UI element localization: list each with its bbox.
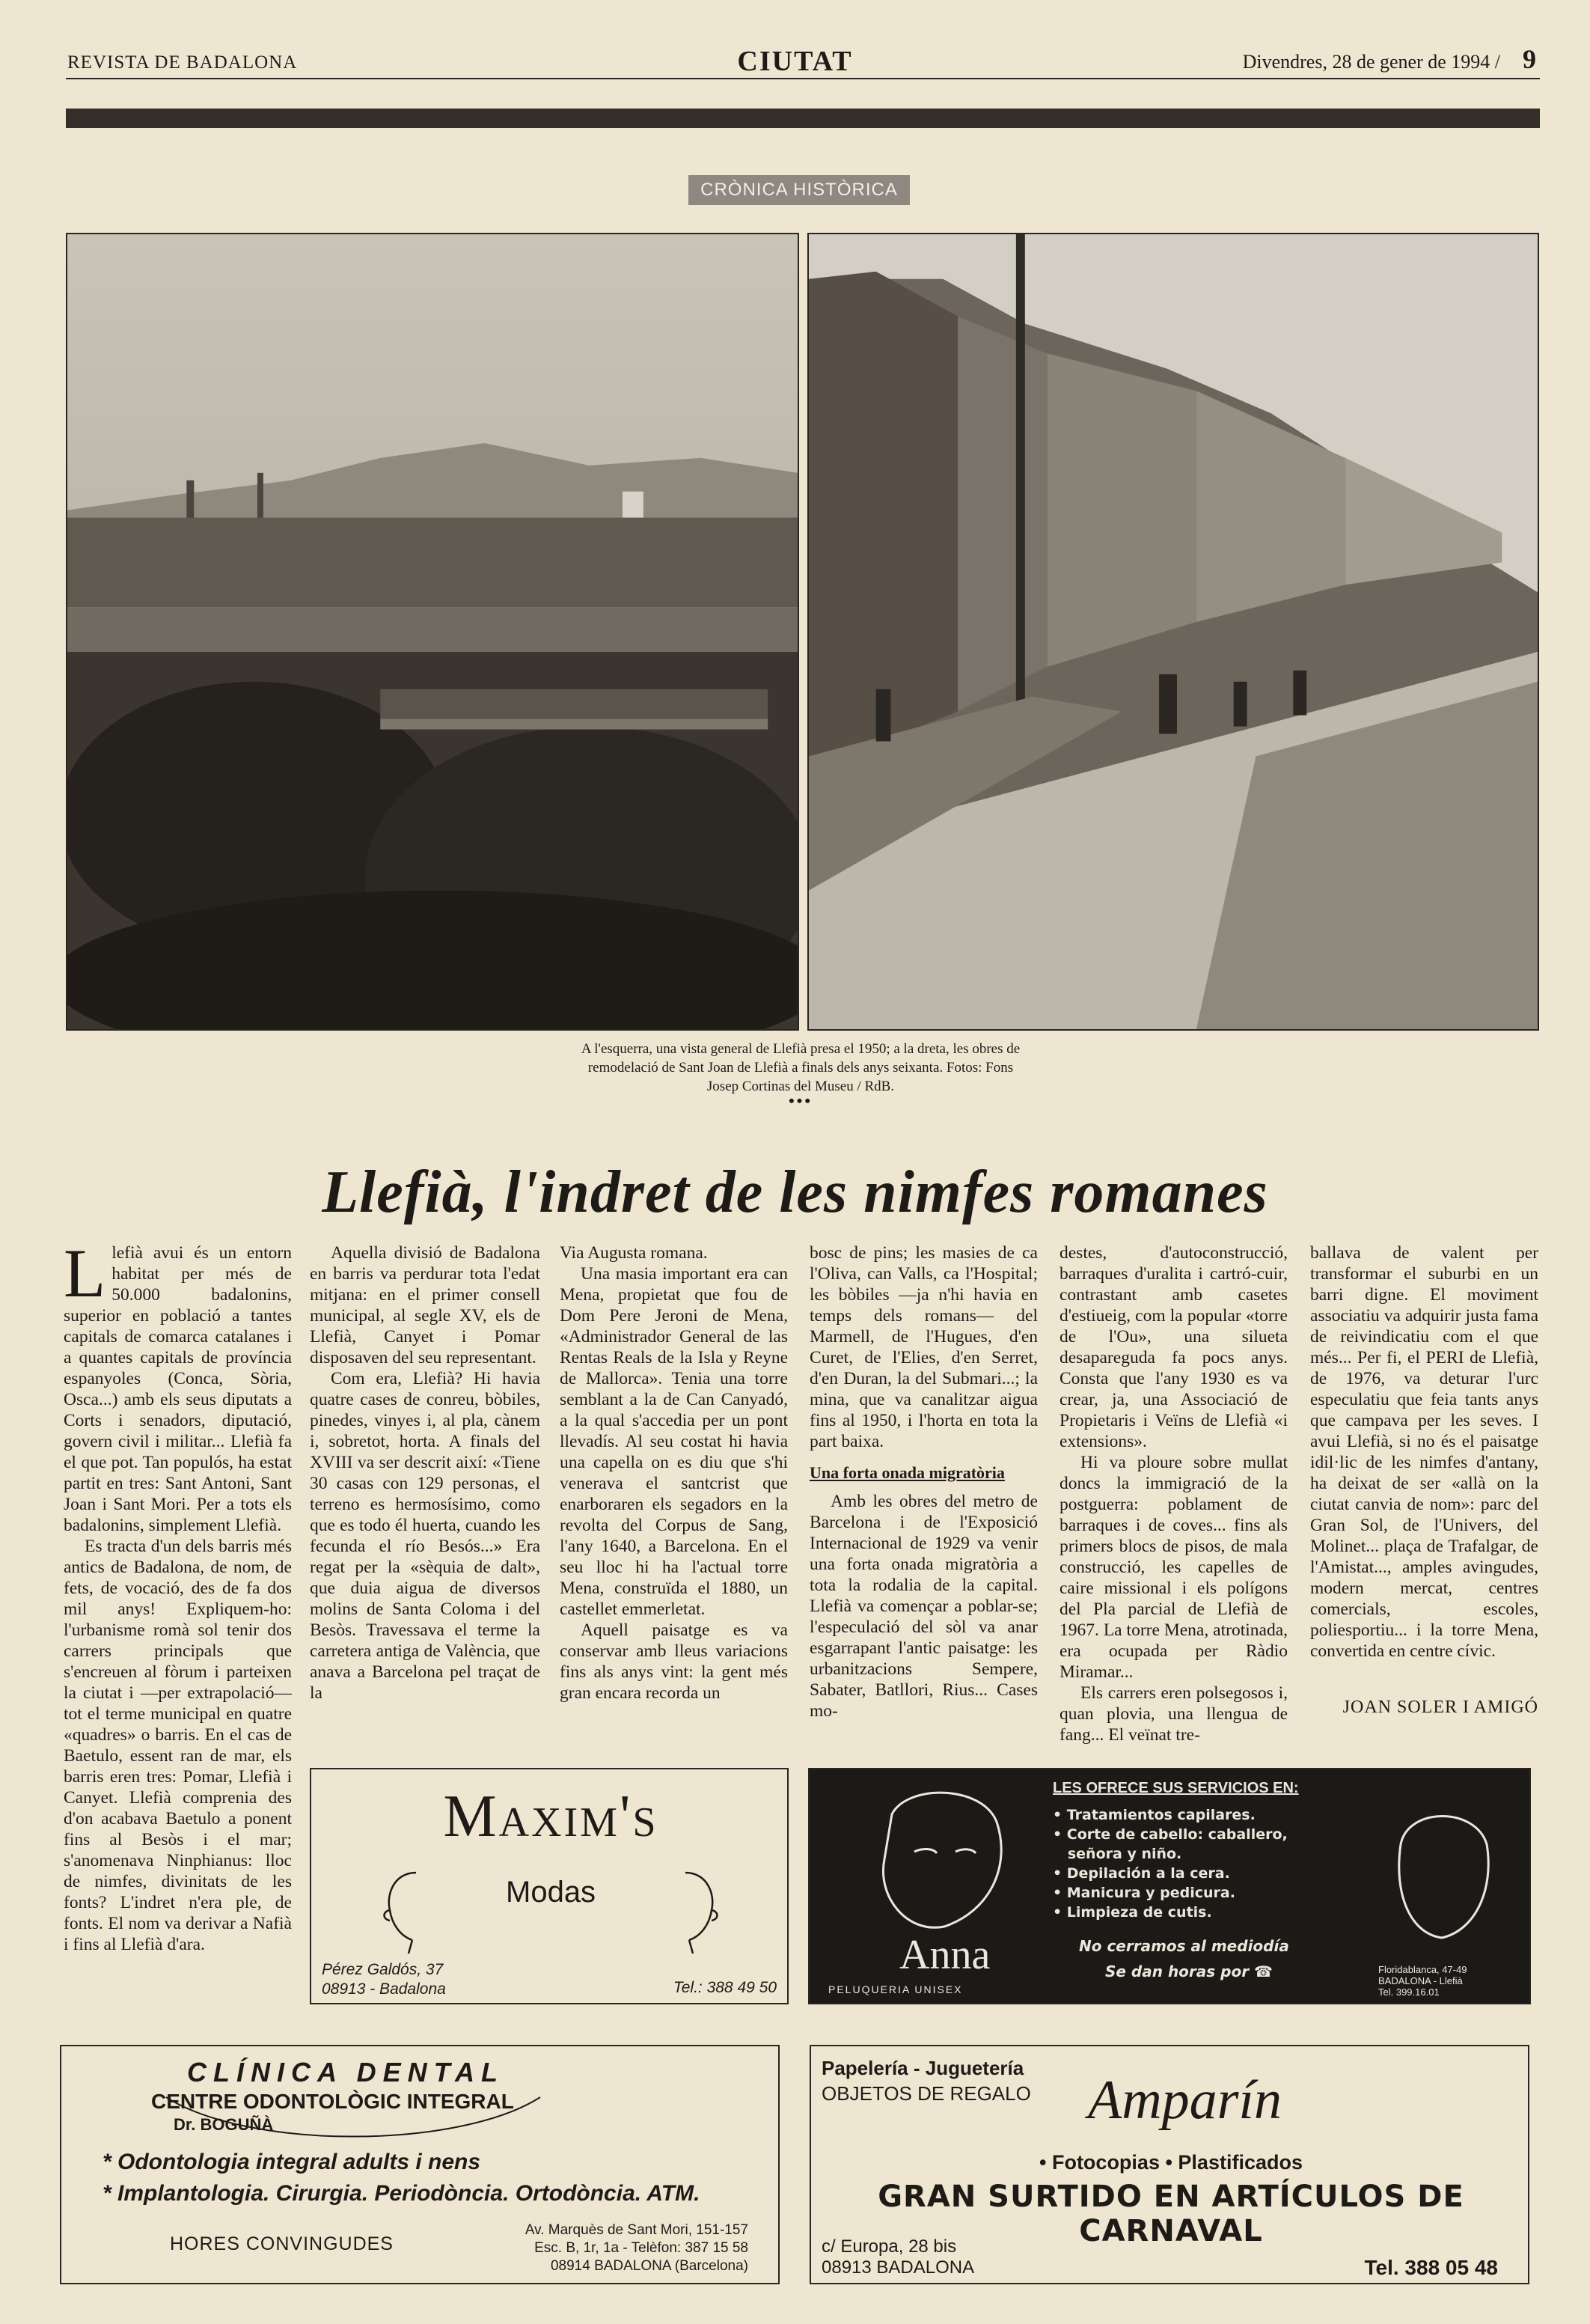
ad-anna-peluqueria: [808, 1768, 1531, 2004]
photo-caption: A l'esquerra, una vista general de Llefià presa el 1950; a la dreta, les obres de remodelació de Sant Joan de Llefià a finals dels anys seixanta. Fotos: Fons Josep Cortinas del Museu / RdB.: [581, 1041, 1021, 1094]
ad-brand-name: Anna: [899, 1932, 991, 1978]
article-subheading: Una forta onada migratòria: [810, 1463, 1005, 1482]
ad-brand-name: Amparín: [1088, 2070, 1282, 2131]
section-badge: CRÒNICA HISTÒRICA: [688, 175, 910, 205]
article-byline: JOAN SOLER I AMIGÓ: [1342, 1698, 1538, 1717]
article-paragraph: Aquella divisió de Badalona en barris va perdurar tota l'edat mitjana: en el primer consell municipal, al segle XV, els de Llefià, Canyet i Pomar disposaven del seu representant.: [310, 1243, 540, 1367]
article-column-6: [1310, 1242, 1538, 1662]
article-column-4: [810, 1242, 1038, 1721]
ad-clinica-dental: [60, 2045, 780, 2284]
ad-note: No cerramos al mediodía: [1079, 1937, 1289, 1955]
header-rule: [66, 78, 1540, 79]
ad-maxims: [310, 1768, 789, 2004]
article-title: Llefià, l'indret de les nimfes romanes: [322, 1159, 1268, 1225]
article-paragraph: Una masia important era can Mena, propietat que fou de Dom Pere Jeroni de Mena, «Administrador General de las Rentas Reals de la Isla y Reyne de Mallorca». Tenia una torre semblant a la de Can Canyadó, a la qual s'accedia per un pont llevadís. Al seu costat hi havia una capella on es diu que s'hi venerava el santcrist que enarboraren els segadors en la revolta del Corpus de Sang, l'any 1640, a Barcelona. En el seu lloc hi ha l'actual torre Mena, construïda el 1880, un castellet emmerletat.: [560, 1264, 788, 1619]
header-bar: [66, 109, 1540, 128]
article-paragraph: lefià avui és un entorn habitat per més de 50.000 badalonins, superior en població a tantes capitals de comarca catalanes i a quantes capitals de província espanyoles (Conca, Sòria, Osca...) amb els seus diputats a Corts i senadors, diputació, govern civil i militar... Llefià fa el que pot. Tan populós, ha estat partit en tres: Sant Antoni, Sant Joan i Sant Mori. Per a tots els badalonins, simplement Llefià.: [64, 1243, 292, 1535]
article-column-3: [560, 1242, 788, 1704]
ad-note: Se dan horas por ☎: [1105, 1962, 1273, 1980]
face-sketch-icon: [663, 1865, 730, 1955]
article-paragraph: Aquell paisatge es va conservar amb lleus variacions fins als anys vint: la gent més gran encara recorda un: [560, 1620, 788, 1703]
photo-sant-joan-llefia-works: [807, 233, 1539, 1031]
publication-name: REVISTA DE BADALONA: [67, 52, 298, 73]
ad-address: Pérez Galdós, 37 08913 - Badalona: [322, 1961, 446, 1998]
photo-llefia-1950: [66, 233, 799, 1031]
article-paragraph: Es tracta d'un dels barris més antics de Badalona, de nom, de fets, de vocació, des de fa dos mil anys! Expliquem-ho: l'urbanisme romà sol tenir dos carrers principals que s'encreuen al fòrum i parteixen la ciutat i —per extrapolació— tot el terme municipal en quatre «quadres» o barris. En el cas de Baetulo, essent ran de mar, els barris eren tres: Pomar, Llefià i Canyet. Llefià comprenia des d'on acabava Baetulo a ponent fins al Besòs i el mar; s'anomenava Ninphianus: lloc de nimfes, divinitats de les fonts? L'indret n'era ple, de fonts. El nom va derivar a Nafià i fins al Llefià d'ara.: [64, 1537, 292, 1954]
article-column-1: [64, 1235, 292, 1955]
list-item: • Manicura y pedicura.: [1053, 1883, 1288, 1903]
ad-address: Av. Marquès de Sant Mori, 151-157 Esc. B, 1r, 1a - Telèfon: 387 15 58 08914 BADALONA (Barcelona): [525, 2222, 748, 2274]
article-column-2: [310, 1242, 540, 1704]
ad-line: OBJETOS DE REGALO: [822, 2082, 1031, 2105]
page-number: 9: [1523, 44, 1536, 74]
services-list: [1053, 1805, 1288, 1922]
ad-banner: GRAN SURTIDO EN ARTÍCULOS DE CARNAVAL: [878, 2180, 1464, 2248]
ad-brand-name: CLÍNICA DENTAL: [187, 2057, 504, 2087]
issue-date: Divendres, 28 de gener de 1994 /: [1242, 51, 1500, 73]
caption-separator: •••: [788, 1091, 813, 1110]
ad-phone: Tel.: 388 49 50: [673, 1979, 777, 1996]
portrait-sketch-icon: [862, 1784, 1019, 1934]
article-paragraph: Hi va ploure sobre mullat doncs la immigració de la postguerra: poblament de barraques i de coves... fins als primers blocs de pisos, de mala construcció, les capelles de caire missional i els polígons del Pla parcial de Llefià de 1967. La torre Mena, atrotinada, era ocupada per Ràdio Miramar...: [1060, 1453, 1288, 1682]
ad-brand-name: Maxim's: [443, 1784, 658, 1849]
ad-hours: HORES CONVINGUDES: [170, 2233, 394, 2254]
ad-subtitle: CENTRE ODONTOLÒGIC INTEGRAL: [151, 2090, 514, 2113]
ad-heading: LES OFRECE SUS SERVICIOS EN:: [1053, 1780, 1299, 1796]
ad-business-type: PELUQUERIA UNISEX: [828, 1983, 963, 1995]
ad-service: * Implantologia. Cirurgia. Periodòncia. Ortodòncia. ATM.: [103, 2181, 700, 2206]
ad-doctor: Dr. BOGUÑÀ: [174, 2115, 274, 2134]
ad-services: • Fotocopias • Plastificados: [1039, 2151, 1303, 2174]
ad-address: c/ Europa, 28 bis 08913 BADALONA: [822, 2236, 975, 2278]
article-column-5: [1060, 1242, 1288, 1745]
article-paragraph: bosc de pins; les masies de ca l'Oliva, can Valls, ca l'Hospital; les bòbiles —ja n'hi havia en temps dels romans— del Marmell, de l'Hugues, d'en Curet, de l'Elies, d'en Serret, d'en Duran, la del Submari...; la mina, que va canalitzar aigua fins al 1950, i l'horta en tota la part baixa.: [810, 1243, 1038, 1451]
list-item: señora y niño.: [1067, 1846, 1182, 1862]
list-item: • Corte de cabello: caballero,: [1053, 1825, 1288, 1844]
article-paragraph: Via Augusta romana.: [560, 1243, 708, 1263]
ad-amparin: [810, 2045, 1529, 2284]
article-paragraph: ballava de valent per transformar el suburbi en un barri digne. El moviment associatiu va adquirir justa fama de reivindicatiu com el que més... Per fi, el PERI de Llefià, de 1976, va deturar l'urc especulatiu que feia tants anys que campava per les seves. I avui Llefià, si no és el paisatge idil·lic de les nimfes d'antany, ha deixat de ser «allà on la ciutat canvia de nom»: parc del Gran Sol, de l'Univers, del Molinet... plaça de Trafalgar, de l'Amistat..., amples avingudes, modern mercat, centres comercials, escoles, poliesportiu... i la torre Mena, convertida en centre cívic.: [1310, 1243, 1538, 1661]
ad-service: * Odontologia integral adults i nens: [103, 2150, 481, 2174]
portrait-sketch-icon: [1386, 1799, 1498, 1949]
article-paragraph: Com era, Llefià? Hi havia quatre cases de conreu, bòbiles, pinedes, vinyes i, al pla, cànem i, sobretot, horta. A finals del XVIII va ser descrit així: «Tiene 30 casas con 129 personas, el terreno es hermosísimo, como que es todo él huerta, cuando les fecunda el río Besós...» Era regat per la «sèquia de dalt», que duia aigua de diversos molins de Santa Coloma i del Besòs. Travessava el terme la carretera antiga de València, que anava a Barcelona pel traçat de la: [310, 1369, 540, 1703]
list-item: • Tratamientos capilares.: [1053, 1805, 1288, 1825]
article-paragraph: destes, d'autoconstrucció, barraques d'uralita i cartró-cuir, contrastant amb casetes d'estiueig, com la popular «torre de l'Ou», una silueta desapareguda fa pocs anys. Consta que l'any 1930 es va crear, ja, una Associació de Propietaris i Veïns de Llefià «i extensions».: [1060, 1243, 1288, 1451]
article-paragraph: Amb les obres del metro de Barcelona i de l'Exposició Internacional de 1929 va venir una forta onada migratòria a tota la rodalia de la capital. Llefià va començar a poblar-se; l'especulació del sòl va anar esgarrapant l'antic paisatge: les urbanitzacions Sempere, Sabater, Batllori, Rius... Cases mo-: [810, 1492, 1038, 1721]
list-item: • Depilación a la cera.: [1053, 1864, 1288, 1883]
drop-cap: L: [64, 1235, 106, 1311]
face-sketch-icon: [371, 1865, 438, 1955]
section-title: CIUTAT: [737, 46, 853, 77]
ad-phone: Tel. 388 05 48: [1364, 2256, 1498, 2279]
ad-line: Papelería - Juguetería: [822, 2057, 1024, 2079]
ad-address: Floridablanca, 47-49 BADALONA - Llefià Tel. 399.16.01: [1378, 1964, 1467, 1998]
ad-subtitle: Modas: [506, 1876, 596, 1909]
list-item: • Limpieza de cutis.: [1053, 1903, 1288, 1922]
article-paragraph: Els carrers eren polsegosos i, quan plovia, una llengua de fang... El veïnat tre-: [1060, 1683, 1288, 1745]
